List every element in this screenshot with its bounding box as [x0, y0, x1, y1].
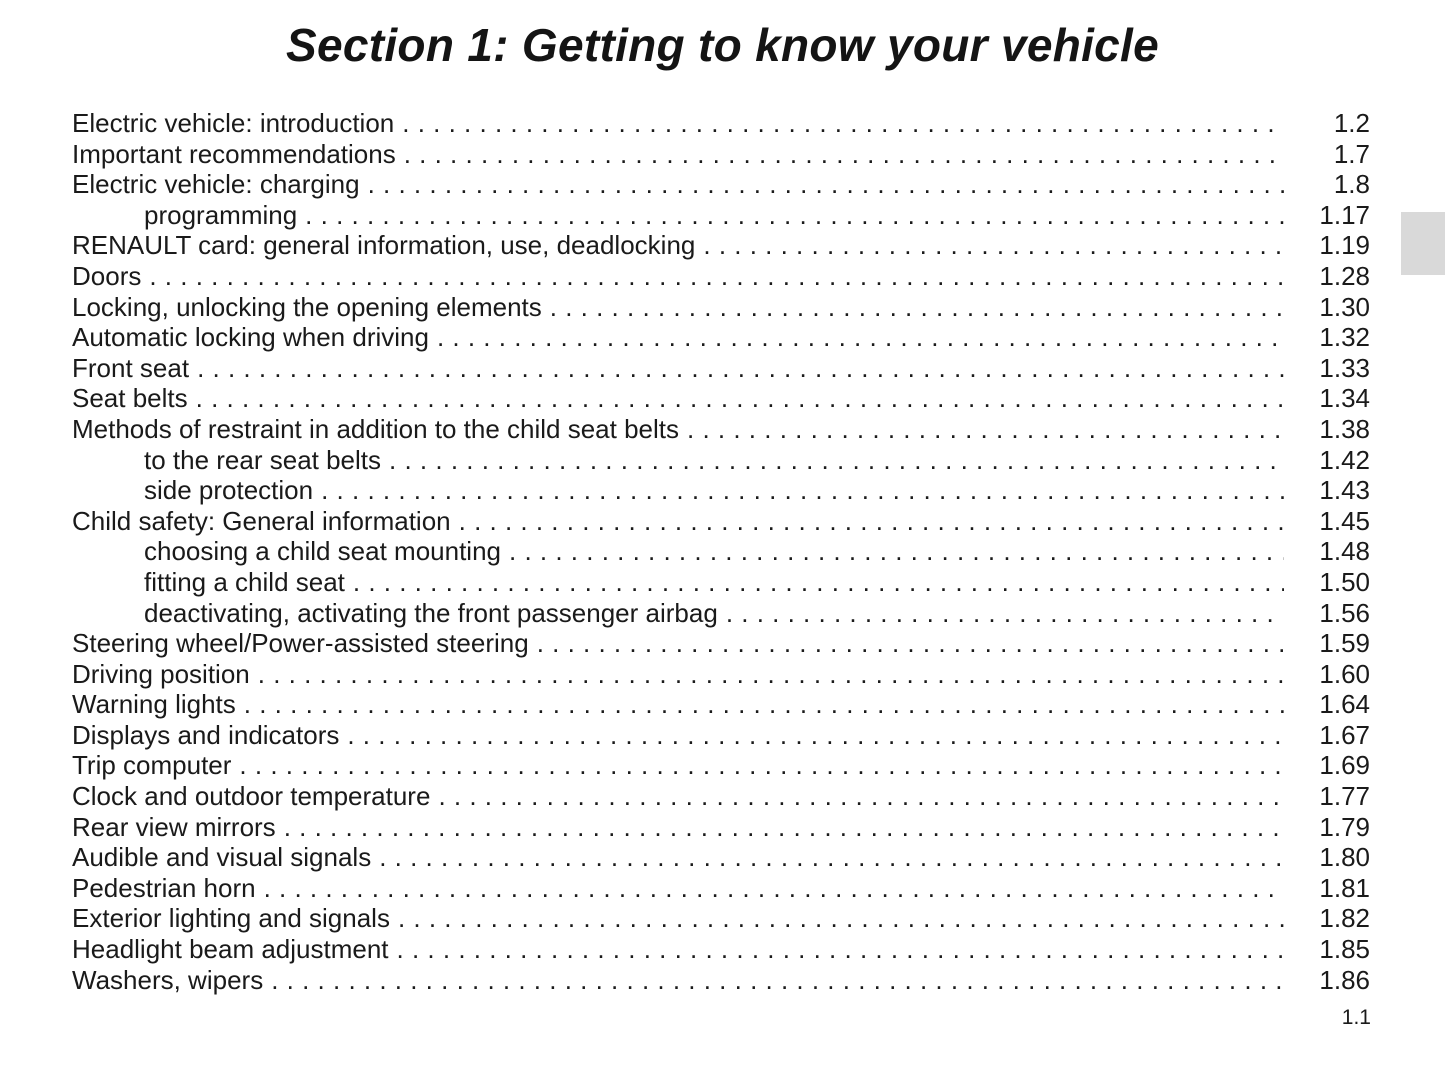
toc-entry-page: 1.19 [1319, 230, 1370, 261]
toc-entry[interactable] [72, 628, 1370, 659]
dot-leader [379, 842, 1284, 873]
dot-leader [726, 598, 1284, 629]
toc-entry[interactable] [72, 506, 1370, 537]
toc-entry[interactable] [72, 873, 1370, 904]
toc-entry[interactable] [72, 598, 1370, 629]
toc-entry[interactable] [72, 965, 1370, 996]
toc-entry-label: Steering wheel/Power-assisted steering [72, 628, 529, 659]
toc-entry-label: choosing a child seat mounting [144, 536, 502, 567]
toc-entry-label: Audible and visual signals [72, 842, 372, 873]
toc-entry[interactable] [72, 353, 1370, 384]
toc-entry-label: Driving position [72, 658, 250, 689]
toc-entry[interactable] [72, 230, 1370, 261]
dot-leader [397, 934, 1284, 965]
toc-entry-label: Displays and indicators [72, 719, 340, 750]
dot-leader [149, 261, 1284, 292]
toc-entry-page: 1.48 [1319, 536, 1370, 567]
toc-entry-page: 1.2 [1333, 108, 1370, 138]
toc-entry-page: 1.8 [1333, 169, 1370, 200]
dot-leader [264, 873, 1284, 904]
toc-entry-label: RENAULT card: general information, use, deadlocking [72, 230, 696, 261]
toc-entry[interactable] [72, 689, 1370, 720]
dot-leader [196, 383, 1284, 414]
toc-entry-page: 1.59 [1319, 628, 1370, 659]
toc-entry-page: 1.7 [1333, 138, 1370, 169]
toc-entry[interactable] [72, 108, 1370, 139]
toc-entry-page: 1.50 [1319, 566, 1370, 597]
toc-entry-page: 1.81 [1319, 872, 1370, 903]
toc-entry-label: Warning lights [72, 689, 236, 720]
toc-entry-page: 1.56 [1319, 597, 1370, 628]
page-number: 1.1 [1341, 1006, 1371, 1029]
dot-leader [402, 108, 1284, 139]
toc-entry[interactable] [72, 414, 1370, 445]
toc-entry[interactable] [72, 475, 1370, 506]
toc-entry-page: 1.33 [1319, 352, 1370, 383]
dot-leader [404, 139, 1284, 170]
toc-entry-page: 1.67 [1319, 719, 1370, 750]
toc-entry[interactable] [72, 536, 1370, 567]
toc-entry-label: Electric vehicle: charging [72, 169, 360, 200]
toc-entry-label: programming [144, 199, 298, 230]
toc-entry-page: 1.43 [1319, 475, 1370, 506]
dot-leader [239, 750, 1284, 781]
dot-leader [368, 169, 1284, 200]
dot-leader [353, 567, 1284, 598]
toc-entry-page: 1.69 [1319, 750, 1370, 781]
dot-leader [703, 230, 1284, 261]
toc-entry[interactable] [72, 842, 1370, 873]
toc-entry-label: Front seat [72, 352, 190, 383]
toc-entry-label: Seat belts [72, 383, 188, 414]
dot-leader [509, 536, 1284, 567]
dot-leader [687, 414, 1284, 445]
toc-entry-label: Clock and outdoor temperature [72, 781, 431, 812]
toc-entry-label: Exterior lighting and signals [72, 903, 390, 934]
toc-entry[interactable] [72, 200, 1370, 231]
toc-entry-label: Electric vehicle: introduction [72, 108, 395, 138]
toc-entry-label: Washers, wipers [72, 964, 264, 995]
toc-entry-page: 1.60 [1319, 658, 1370, 689]
toc-entry-page: 1.42 [1319, 444, 1370, 475]
toc-entry[interactable] [72, 169, 1370, 200]
toc-entry[interactable] [72, 720, 1370, 751]
dot-leader [321, 475, 1284, 506]
dot-leader [438, 781, 1284, 812]
toc-entry[interactable] [72, 322, 1370, 353]
dot-leader [389, 445, 1284, 476]
table-of-contents [72, 108, 1370, 995]
page-title: Section 1: Getting to know your vehicle [285, 19, 1160, 71]
toc-entry-label: Trip computer [72, 750, 232, 781]
toc-entry-label: side protection [144, 475, 314, 506]
toc-entry[interactable] [72, 903, 1370, 934]
toc-entry-label: Locking, unlocking the opening elements [72, 291, 542, 322]
toc-entry[interactable] [72, 445, 1370, 476]
toc-entry[interactable] [72, 750, 1370, 781]
toc-entry-page: 1.38 [1319, 413, 1370, 444]
toc-entry[interactable] [72, 812, 1370, 843]
toc-entry-label: deactivating, activating the front passenger airbag [144, 597, 718, 628]
dot-leader [537, 628, 1284, 659]
toc-entry-page: 1.77 [1319, 781, 1370, 812]
toc-entry[interactable] [72, 934, 1370, 965]
section-tab [1401, 212, 1445, 275]
toc-entry-label: Child safety: General information [72, 505, 451, 536]
dot-leader [258, 659, 1284, 690]
dot-leader [197, 353, 1284, 384]
toc-entry-page: 1.17 [1319, 199, 1370, 230]
toc-entry-page: 1.79 [1319, 811, 1370, 842]
toc-entry-label: Pedestrian horn [72, 872, 256, 903]
toc-entry-page: 1.64 [1319, 689, 1370, 720]
toc-entry-label: to the rear seat belts [144, 444, 382, 475]
dot-leader [398, 903, 1284, 934]
toc-entry-label: Headlight beam adjustment [72, 934, 389, 965]
toc-entry-page: 1.82 [1319, 903, 1370, 934]
dot-leader [305, 200, 1284, 231]
toc-entry[interactable] [72, 292, 1370, 323]
toc-entry-label: Methods of restraint in addition to the child seat belts [72, 413, 680, 444]
toc-entry[interactable] [72, 781, 1370, 812]
toc-entry-page: 1.86 [1319, 964, 1370, 995]
toc-entry-label: Rear view mirrors [72, 811, 276, 842]
toc-entry[interactable] [72, 383, 1370, 414]
dot-leader [284, 812, 1284, 843]
toc-entry-page: 1.45 [1319, 505, 1370, 536]
toc-entry-page: 1.30 [1319, 291, 1370, 322]
dot-leader [437, 322, 1284, 353]
toc-entry-page: 1.34 [1319, 383, 1370, 414]
toc-entry-page: 1.32 [1319, 322, 1370, 353]
toc-entry-label: fitting a child seat [144, 566, 345, 597]
toc-entry-label: Important recommendations [72, 138, 396, 169]
toc-entry[interactable] [72, 567, 1370, 598]
toc-entry-label: Doors [72, 260, 142, 291]
dot-leader [459, 506, 1284, 537]
toc-entry-label: Automatic locking when driving [72, 322, 429, 353]
toc-entry[interactable] [72, 139, 1370, 170]
dot-leader [347, 720, 1284, 751]
toc-entry-page: 1.80 [1319, 842, 1370, 873]
toc-entry[interactable] [72, 261, 1370, 292]
dot-leader [244, 689, 1284, 720]
toc-entry[interactable] [72, 659, 1370, 690]
toc-entry-page: 1.28 [1319, 260, 1370, 291]
dot-leader [550, 292, 1284, 323]
toc-entry-page: 1.85 [1319, 934, 1370, 965]
dot-leader [271, 965, 1284, 996]
